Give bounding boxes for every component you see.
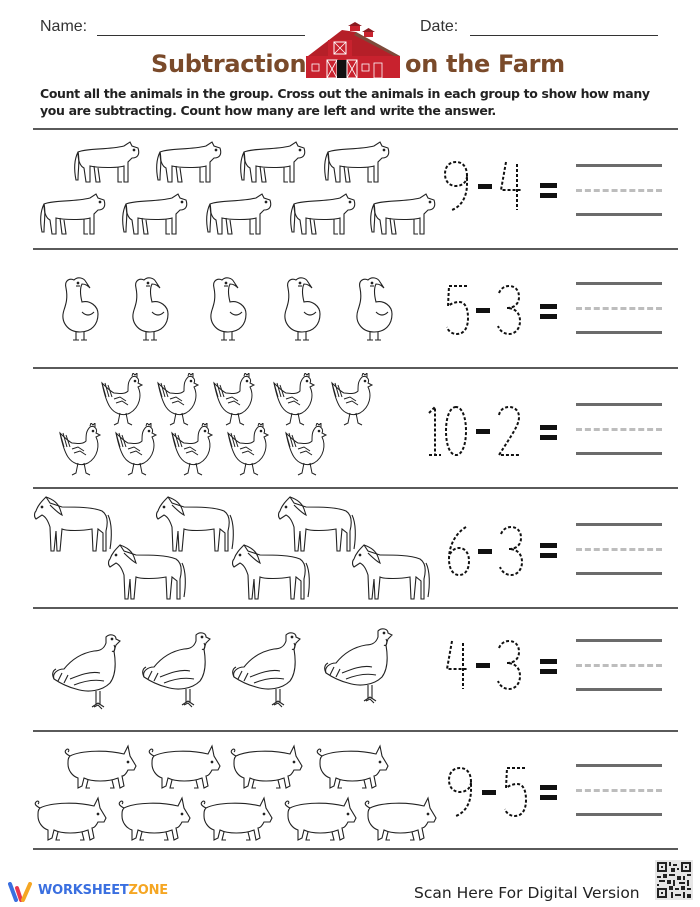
pig-icon[interactable] xyxy=(62,744,138,790)
goose-icon[interactable] xyxy=(56,272,102,344)
horse-icon[interactable] xyxy=(230,541,312,601)
traced-subtrahend xyxy=(498,525,524,577)
page-title-right: on the Farm xyxy=(405,50,565,78)
traced-subtrahend xyxy=(496,639,522,691)
answer-field[interactable] xyxy=(576,639,662,693)
minus-sign xyxy=(478,549,492,554)
minus-sign xyxy=(482,790,496,795)
traced-minuend xyxy=(444,639,470,691)
cow-icon[interactable] xyxy=(364,190,440,236)
cow-icon[interactable] xyxy=(150,138,226,184)
animal-group-turkeys xyxy=(30,609,440,728)
chicken-icon[interactable] xyxy=(168,423,214,479)
chicken-icon[interactable] xyxy=(270,373,316,429)
minus-sign xyxy=(478,184,492,189)
traced-minuend xyxy=(444,284,470,336)
traced-subtrahend xyxy=(496,405,522,457)
instructions-text: Count all the animals in the group. Cross out the animals in each group to show how many you are subtracting. Count how many are left and write the answer. xyxy=(40,86,650,118)
name-label: Name: xyxy=(40,18,88,35)
animal-group-chickens xyxy=(30,369,440,488)
cow-icon[interactable] xyxy=(200,190,276,236)
goose-icon[interactable] xyxy=(350,272,396,344)
traced-subtrahend xyxy=(496,284,522,336)
equals-sign xyxy=(540,659,557,675)
equals-sign xyxy=(540,785,557,801)
horse-icon[interactable] xyxy=(350,541,432,601)
chicken-icon[interactable] xyxy=(112,423,158,479)
equation xyxy=(442,160,524,212)
pig-icon[interactable] xyxy=(32,796,108,842)
worksheetzone-logo-icon xyxy=(8,882,34,902)
animal-group-horses xyxy=(30,489,440,608)
pig-icon[interactable] xyxy=(282,796,358,842)
turkey-icon[interactable] xyxy=(230,627,304,709)
pig-icon[interactable] xyxy=(314,744,390,790)
equation xyxy=(444,639,522,691)
equation xyxy=(444,284,522,336)
animal-group-cows xyxy=(30,130,440,249)
cow-icon[interactable] xyxy=(234,138,310,184)
chicken-icon[interactable] xyxy=(224,423,270,479)
equals-sign xyxy=(540,425,557,441)
animal-group-geese xyxy=(30,250,440,369)
cow-icon[interactable] xyxy=(34,190,110,236)
traced-minuend xyxy=(446,525,472,577)
goose-icon[interactable] xyxy=(204,272,250,344)
turkey-icon[interactable] xyxy=(322,623,396,705)
answer-field[interactable] xyxy=(576,764,662,818)
date-field[interactable] xyxy=(470,35,658,36)
goose-icon[interactable] xyxy=(126,272,172,344)
brand-part-2: ZONE xyxy=(128,883,168,898)
cow-icon[interactable] xyxy=(68,138,144,184)
chicken-icon[interactable] xyxy=(210,373,256,429)
goose-icon[interactable] xyxy=(278,272,324,344)
qr-code-icon[interactable] xyxy=(655,860,693,900)
chicken-icon[interactable] xyxy=(328,373,374,429)
minus-sign xyxy=(476,663,490,668)
equals-sign xyxy=(540,183,557,199)
pig-icon[interactable] xyxy=(198,796,274,842)
problem-row-1 xyxy=(0,130,700,249)
animal-group-pigs xyxy=(30,732,440,851)
problem-row-3 xyxy=(0,369,700,488)
pig-icon[interactable] xyxy=(116,796,192,842)
pig-icon[interactable] xyxy=(228,744,304,790)
answer-field[interactable] xyxy=(576,523,662,577)
pig-icon[interactable] xyxy=(146,744,222,790)
traced-minuend xyxy=(442,160,472,212)
scan-text: Scan Here For Digital Version xyxy=(414,884,640,902)
turkey-icon[interactable] xyxy=(50,629,124,711)
equals-sign xyxy=(540,304,557,320)
problem-row-2 xyxy=(0,250,700,369)
minus-sign xyxy=(476,308,490,313)
equals-sign xyxy=(540,543,557,559)
horse-icon[interactable] xyxy=(106,541,188,601)
horse-icon[interactable] xyxy=(32,493,114,553)
problem-row-6 xyxy=(0,732,700,851)
turkey-icon[interactable] xyxy=(140,627,214,709)
brand-name[interactable] xyxy=(38,883,168,898)
equation xyxy=(446,525,524,577)
barn-icon xyxy=(300,22,405,78)
cow-icon[interactable] xyxy=(284,190,360,236)
problem-row-4 xyxy=(0,489,700,608)
chicken-icon[interactable] xyxy=(154,373,200,429)
chicken-icon[interactable] xyxy=(56,423,102,479)
cow-icon[interactable] xyxy=(116,190,192,236)
brand-part-1: WORKSHEET xyxy=(38,883,129,898)
equation xyxy=(426,405,522,457)
name-field[interactable] xyxy=(97,35,305,36)
minus-sign xyxy=(476,429,490,434)
traced-subtrahend xyxy=(498,160,524,212)
cow-icon[interactable] xyxy=(318,138,394,184)
answer-field[interactable] xyxy=(576,282,662,336)
equation xyxy=(446,766,528,818)
date-label: Date: xyxy=(420,18,459,35)
answer-field[interactable] xyxy=(576,164,662,218)
chicken-icon[interactable] xyxy=(98,373,144,429)
problem-row-5 xyxy=(0,609,700,728)
chicken-icon[interactable] xyxy=(282,423,328,479)
pig-icon[interactable] xyxy=(362,796,438,842)
traced-minuend xyxy=(446,766,476,818)
page-title-left: Subtraction xyxy=(151,50,307,78)
traced-minuend xyxy=(426,405,470,457)
answer-field[interactable] xyxy=(576,403,662,457)
traced-subtrahend xyxy=(502,766,528,818)
